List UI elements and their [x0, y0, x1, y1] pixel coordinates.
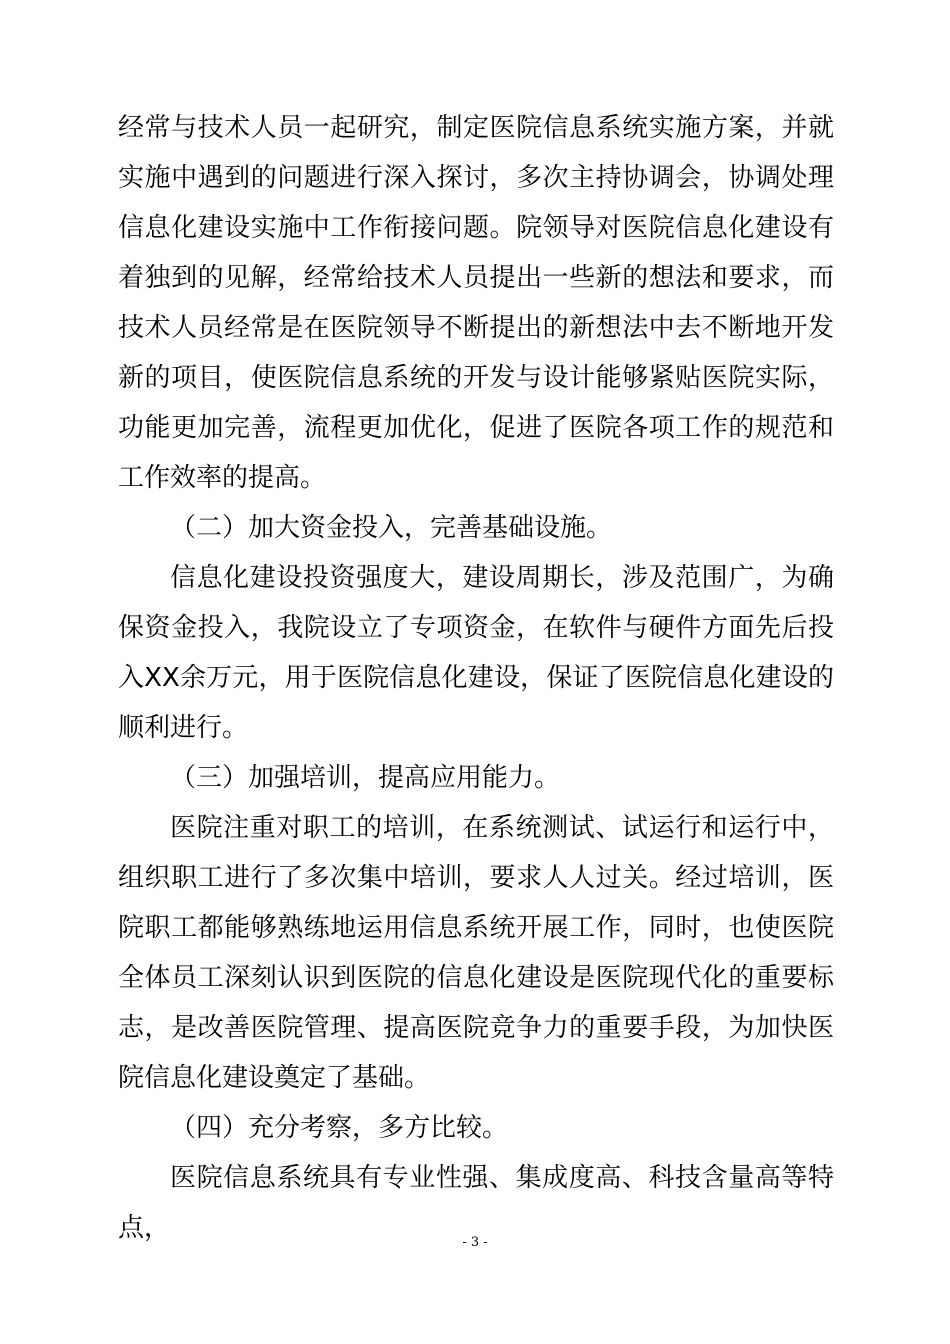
- paragraph-funding: 信息化建设投资强度大，建设周期长，涉及范围广，为确保资金投入，我院设立了专项资金，在软件与硬件方面先后投入XX余万元，用于医院信息化建设，保证了医院信息化建设的顺利进行。: [118, 563, 834, 743]
- page-number: - 3 -: [462, 1235, 488, 1250]
- section-heading-4: （四）充分考察，多方比较。: [170, 1113, 509, 1143]
- paragraph-training: 医院注重对职工的培训，在系统测试、试运行和运行中，组织职工进行了多次集中培训，要求人人过关。经过培训，医院职工都能够熟练地运用信息系统开展工作，同时，也使医院全体员工深刻认识到医院的信息化建设是医院现代化的重要标志，是改善医院管理、提高医院竞争力的重要手段，为加快医院信息化建设奠定了基础。: [118, 813, 834, 1093]
- document-body: [118, 103, 834, 1253]
- section-heading-3: （三）加强培训，提高应用能力。: [170, 763, 561, 793]
- paragraph-continuation: 经常与技术人员一起研究，制定医院信息系统实施方案，并就实施中遇到的问题进行深入探讨，多次主持协调会，协调处理信息化建设实施中工作衔接问题。院领导对医院信息化建设有着独到的见解，经常给技术人员提出一些新的想法和要求，而技术人员经常是在医院领导不断提出的新想法中去不断地开发新的项目，使医院信息系统的开发与设计能够紧贴医院实际，功能更加完善，流程更加优化，促进了医院各项工作的规范和工作效率的提高。: [118, 113, 834, 493]
- paragraph-investigation: 医院信息系统具有专业性强、集成度高、科技含量高等特点，: [118, 1163, 834, 1243]
- section-heading-2: （二）加大资金投入，完善基础设施。: [170, 513, 613, 543]
